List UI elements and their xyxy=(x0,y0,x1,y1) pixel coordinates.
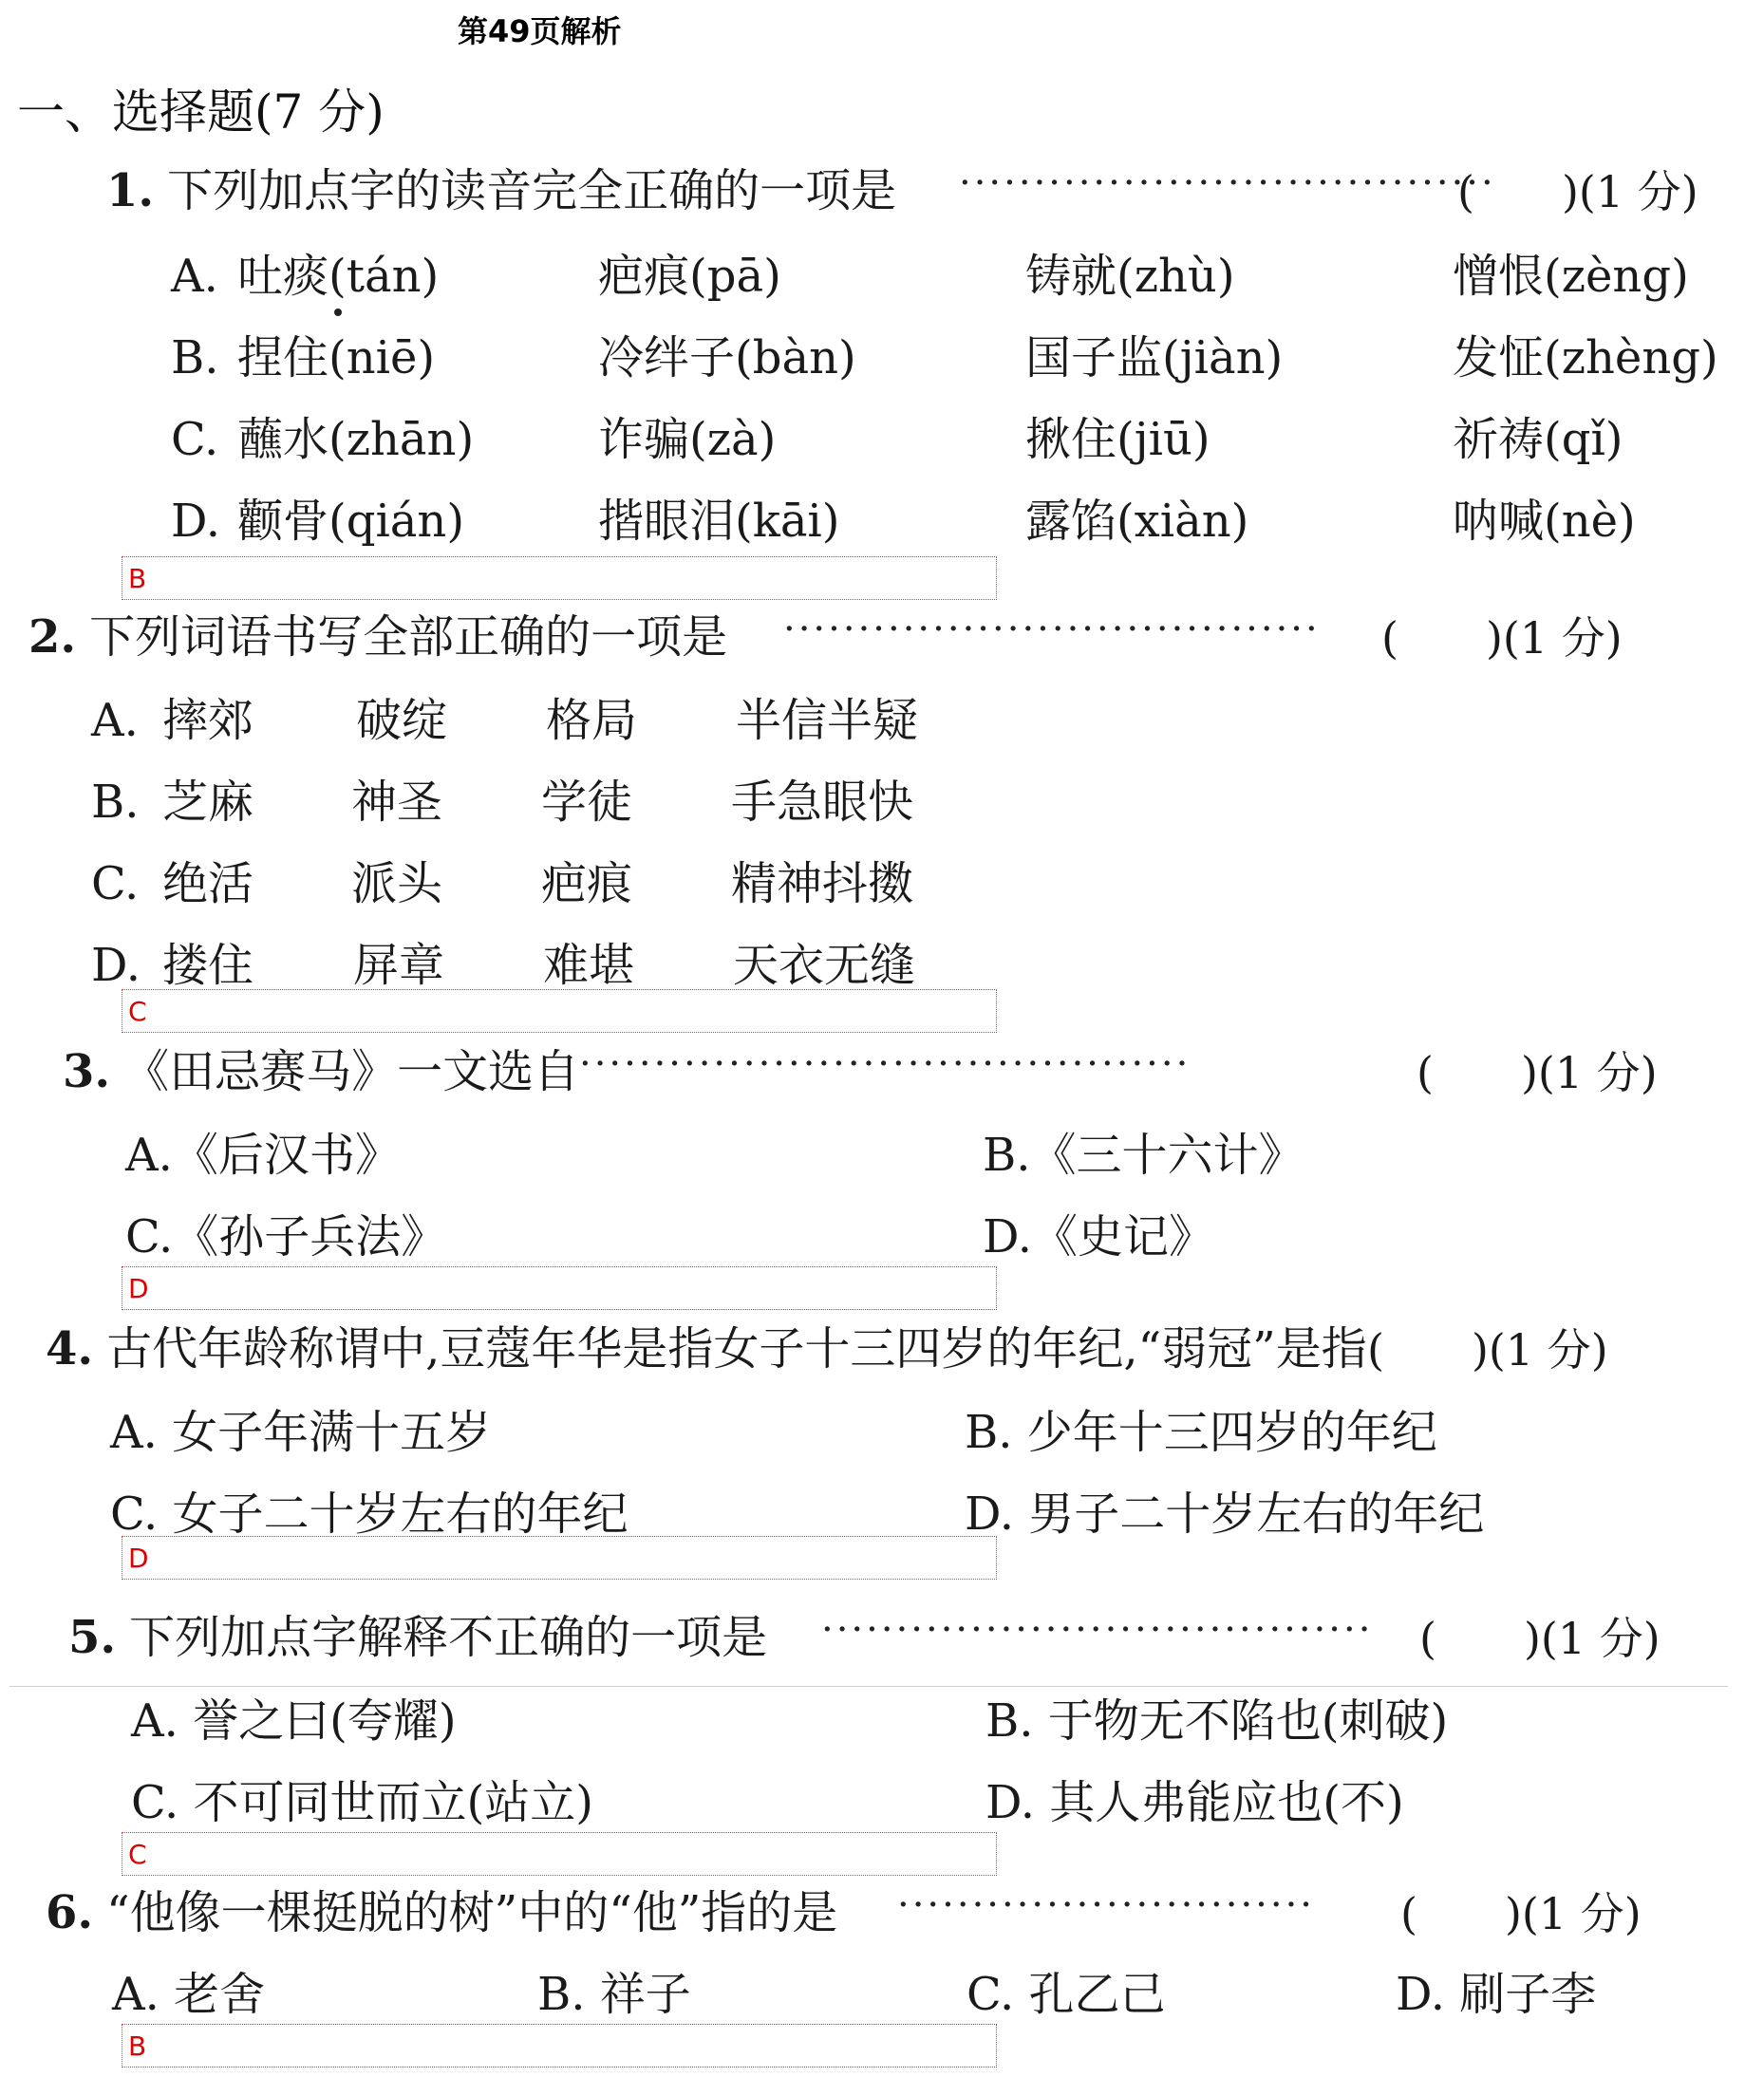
option-b: B. 祥子 xyxy=(537,1968,691,2021)
option-word: 憎恨(zèng) xyxy=(1453,250,1689,303)
answer-paren: ( )(1 分) xyxy=(1367,1324,1608,1375)
answer-paren: ( )(1 分) xyxy=(1419,1613,1661,1664)
option-c: C. 女子二十岁左右的年纪 xyxy=(110,1488,629,1541)
option-word: 蘸水(zhān) xyxy=(237,413,475,466)
page-title: 第49页解析 xyxy=(458,13,622,49)
option-word: 精神抖擞 xyxy=(731,857,914,910)
option-c: C. 孔乙己 xyxy=(966,1968,1166,2021)
answer-box xyxy=(122,1832,997,1876)
answer-box xyxy=(122,2024,997,2068)
option-d: D. 男子二十岁左右的年纪 xyxy=(965,1488,1485,1541)
leader-dots: ···························· xyxy=(897,1883,1316,1927)
option-a: A. 女子年满十五岁 xyxy=(110,1406,492,1459)
option-a: A. 老舍 xyxy=(112,1968,266,2021)
option-row-b: B. 芝麻 xyxy=(91,776,254,829)
question-2 xyxy=(28,600,727,665)
answer-paren: ( )(1 分) xyxy=(1417,1047,1658,1098)
option-b: B. 少年十三四岁的年纪 xyxy=(965,1406,1437,1459)
answer-box xyxy=(122,556,997,600)
option-row-d: D. 搂住 xyxy=(91,939,254,992)
option-word: 破绽 xyxy=(356,694,448,747)
option-word: 天衣无缝 xyxy=(733,939,916,992)
question-1 xyxy=(106,154,896,219)
option-d: D. 其人弗能应也(不) xyxy=(985,1776,1404,1829)
option-word: 祈祷(qǐ) xyxy=(1453,413,1623,466)
option-word: 派头 xyxy=(351,857,443,910)
option-c: C.《孙子兵法》 xyxy=(125,1210,447,1263)
option-word: 捏住(niē) xyxy=(237,331,436,384)
question-5 xyxy=(68,1600,767,1666)
answer-text: D xyxy=(128,1543,149,1574)
option-d: D.《史记》 xyxy=(983,1210,1215,1263)
answer-text: C xyxy=(128,996,147,1027)
option-a: A.《后汉书》 xyxy=(125,1129,401,1182)
option-word: 难堪 xyxy=(543,939,635,992)
option-b: B. 于物无不陷也(刺破) xyxy=(985,1694,1449,1748)
option-word: 颧骨(qián) xyxy=(237,495,465,548)
option-word: 呐喊(nè) xyxy=(1453,495,1636,548)
leader-dots: ····································· xyxy=(821,1608,1374,1652)
question-stem: 下列词语书写全部正确的一项是 xyxy=(89,610,728,664)
option-word: 冷绊子(bàn) xyxy=(598,331,856,384)
option-word: 疤痕(pā) xyxy=(598,250,781,303)
answer-text: B xyxy=(128,2030,147,2062)
question-stem: 古代年龄称谓中,豆蔻年华是指女子十三四岁的年纪,“弱冠”是指 xyxy=(106,1322,1367,1375)
answer-paren: ( )(1 分) xyxy=(1381,612,1623,664)
question-number: 2. xyxy=(28,610,77,664)
answer-box xyxy=(122,1536,997,1580)
question-number: 4. xyxy=(46,1322,94,1375)
option-word: 屏章 xyxy=(353,939,445,992)
option-word: 神圣 xyxy=(351,776,443,829)
question-stem: 下列加点字的读音完全正确的一项是 xyxy=(167,164,897,217)
answer-paren: ( )(1 分) xyxy=(1400,1888,1642,1939)
option-word: 格局 xyxy=(546,694,638,747)
leader-dots: ···································· xyxy=(959,161,1496,205)
question-number: 6. xyxy=(46,1886,94,1939)
leader-dots: ········································· xyxy=(579,1042,1192,1086)
option-row-d: D. 颧骨(qián) xyxy=(171,495,465,548)
question-3 xyxy=(63,1035,579,1100)
option-word: 吐痰(tán) xyxy=(237,239,439,305)
option-row-c: C. 蘸水(zhān) xyxy=(171,413,475,466)
question-stem: 《田忌赛马》一文选自 xyxy=(123,1045,580,1098)
answer-text: D xyxy=(128,1273,149,1304)
question-4 xyxy=(46,1312,1367,1377)
option-row-b: B. 捏住(niē) xyxy=(171,331,436,384)
option-row-a: A. 吐痰(tán) xyxy=(171,239,439,305)
option-b: B.《三十六计》 xyxy=(983,1129,1304,1182)
option-word: 国子监(jiàn) xyxy=(1025,331,1284,384)
option-word: 发怔(zhèng) xyxy=(1453,331,1718,384)
option-row-a: A. 摔郊 xyxy=(91,694,254,747)
answer-paren: ( )(1 分) xyxy=(1457,166,1698,217)
option-c: C. 不可同世而立(站立) xyxy=(131,1776,593,1829)
option-word: 疤痕 xyxy=(541,857,633,910)
section-title: 一、选择题(7 分) xyxy=(17,84,385,140)
option-word: 学徒 xyxy=(541,776,633,829)
answer-text: B xyxy=(128,563,147,594)
answer-text: C xyxy=(128,1839,147,1870)
question-stem: 下列加点字解释不正确的一项是 xyxy=(129,1611,768,1664)
question-number: 1. xyxy=(106,164,155,217)
option-word: 手急眼快 xyxy=(731,776,914,829)
question-6 xyxy=(46,1876,837,1941)
option-word: 揩眼泪(kāi) xyxy=(598,495,840,548)
option-word: 露馅(xiàn) xyxy=(1025,495,1249,548)
leader-dots: ···································· xyxy=(783,608,1321,651)
option-d: D. 刷子李 xyxy=(1396,1968,1597,2021)
question-number: 3. xyxy=(63,1045,111,1098)
option-word: 半信半疑 xyxy=(736,694,919,747)
option-word: 揪住(jiū) xyxy=(1025,413,1210,466)
question-stem: “他像一棵挺脱的树”中的“他”指的是 xyxy=(106,1886,838,1939)
option-word: 诈骗(zà) xyxy=(598,413,777,466)
option-word: 铸就(zhù) xyxy=(1025,250,1235,303)
answer-box xyxy=(122,1266,997,1310)
option-row-c: C. 绝活 xyxy=(91,857,254,910)
option-a: A. 誉之曰(夸耀) xyxy=(131,1694,457,1748)
question-number: 5. xyxy=(68,1611,117,1664)
answer-box xyxy=(122,989,997,1033)
